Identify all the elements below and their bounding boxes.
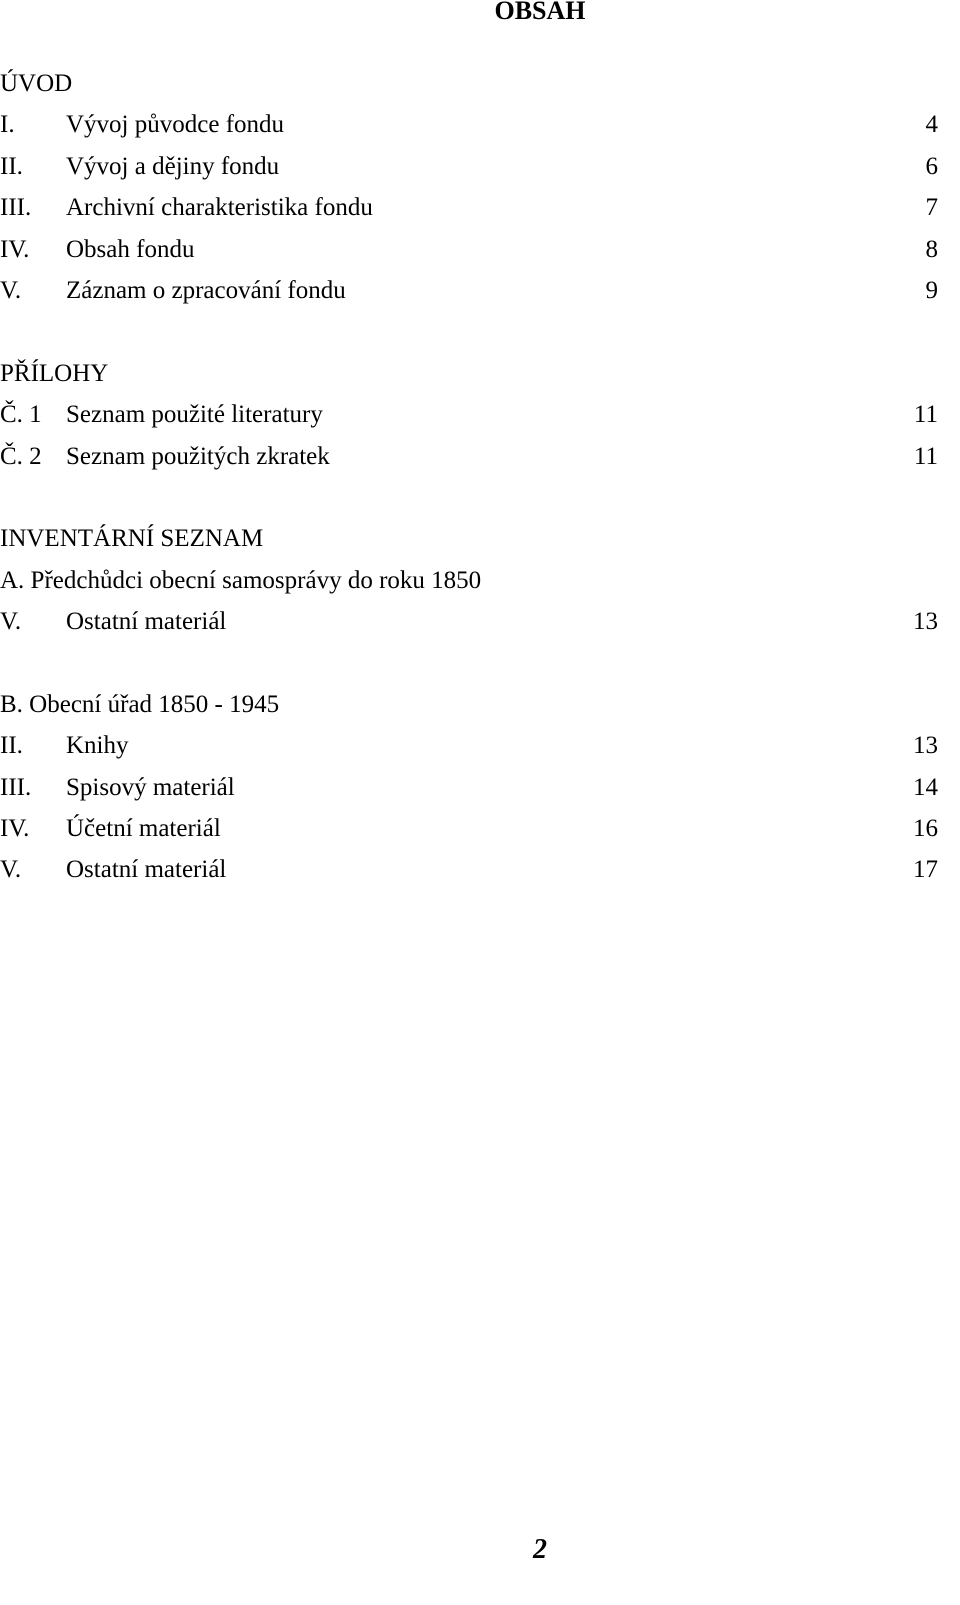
toc-entry-label: Záznam o zpracování fondu [66, 276, 346, 304]
toc-entry-page: 14 [913, 773, 938, 801]
toc-entry-label: Seznam použitých zkratek [66, 442, 330, 470]
toc-entry-label: Ostatní materiál [66, 608, 227, 636]
toc-entry-number: IV. [0, 235, 30, 263]
toc-entry-number: III. [0, 194, 32, 222]
toc-entry-number: V. [0, 608, 22, 636]
toc-entry [0, 725, 938, 766]
toc-entry-label: Vývoj a dějiny fondu [66, 152, 280, 180]
toc-entry-number: Č. 1 [0, 401, 42, 429]
toc-entry [0, 187, 938, 228]
toc-entry-label: Knihy [66, 732, 129, 760]
toc-entry [0, 394, 938, 435]
toc-entry-page: 7 [925, 194, 938, 222]
toc-entry-label: Ostatní materiál [66, 856, 227, 884]
toc-entry-number: III. [0, 773, 32, 801]
toc-entry-page: 11 [913, 401, 938, 429]
toc-entry-page: 13 [913, 608, 938, 636]
toc-entry-page: 13 [913, 732, 938, 760]
toc-entry [0, 601, 938, 642]
toc-entry [0, 104, 938, 145]
toc-entry-label: Vývoj původce fondu [66, 111, 285, 139]
toc-entry-page: 16 [913, 815, 938, 843]
toc-entry-label: Účetní materiál [66, 815, 221, 843]
toc-entry [0, 849, 938, 890]
toc-entry [0, 270, 938, 311]
spacer [0, 311, 938, 352]
toc-entry-page: 11 [913, 442, 938, 470]
toc-entry-label: Spisový materiál [66, 773, 235, 801]
section-heading-inventarni-seznam: INVENTÁRNÍ SEZNAM [0, 525, 264, 553]
document-title: OBSAH [494, 0, 586, 25]
spacer [0, 477, 938, 518]
section-heading-uvod: ÚVOD [0, 70, 73, 97]
toc-entry-label: Obsah fondu [66, 235, 195, 263]
table-of-contents [0, 63, 938, 891]
toc-entry-number: I. [0, 111, 15, 139]
toc-entry [0, 229, 938, 270]
toc-entry [0, 146, 938, 187]
toc-entry-number: II. [0, 152, 23, 180]
toc-entry [0, 436, 938, 477]
toc-entry-number: V. [0, 276, 22, 304]
spacer [0, 642, 938, 683]
toc-entry-page: 9 [925, 276, 938, 304]
toc-entry [0, 767, 938, 808]
toc-entry-page: 17 [913, 856, 938, 884]
toc-entry-page: 8 [925, 235, 938, 263]
toc-entry [0, 808, 938, 849]
toc-entry-label: Archivní charakteristika fondu [66, 194, 373, 222]
toc-entry-number: IV. [0, 815, 30, 843]
section-heading-prilohy: PŘÍLOHY [0, 359, 109, 387]
toc-entry-number: V. [0, 856, 22, 884]
subsection-heading-a: A. Předchůdci obecní samosprávy do roku 1850 [0, 566, 482, 594]
toc-entry-number: Č. 2 [0, 442, 42, 470]
page-number: 2 [533, 1534, 547, 1565]
toc-entry-page: 6 [925, 152, 938, 180]
toc-entry-page: 4 [925, 111, 938, 139]
toc-entry-label: Seznam použité literatury [66, 401, 323, 429]
subsection-heading-b: B. Obecní úřad 1850 - 1945 [0, 690, 280, 718]
toc-entry-number: II. [0, 732, 23, 760]
